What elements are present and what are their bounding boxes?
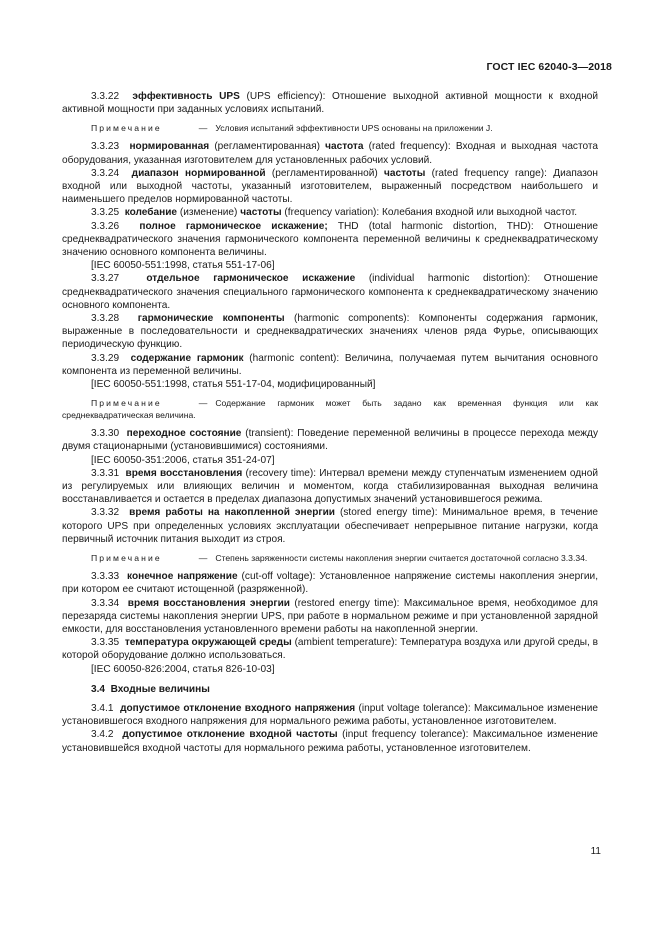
reference-3-3-35: [IEC 60050-826:2004, статья 826-10-03] [91, 663, 275, 675]
term-3-3-34: 3.3.34 время восстановления энергии (restored energy time): Максимальное время, необходимое для перезаряда системы накопления энергии UPS, при работе в нормальном режиме и при установленной зарядной емкости, для восстановления установленного времени работы на накопленной энергии. [62, 597, 598, 635]
document-header: ГОСТ IEC 62040-3—2018 [486, 61, 612, 73]
note-3: Примечание — Степень заряженности системы накопления энергии считается достаточной согласно 3.3.34. [91, 553, 588, 564]
term-3-3-22: 3.3.22 эффективность UPS (UPS efficiency): Отношение выходной активной мощности к входной активной мощности при заданных условиях испытаний. [62, 91, 599, 116]
reference-3-3-26: [IEC 60050-551:1998, статья 551-17-06] [91, 260, 275, 272]
section-heading-3-4: 3.4 Входные величины [91, 683, 210, 695]
term-3-3-24: 3.3.24 диапазон нормированной (регламентированной) частоты (rated frequency range): Диапазон входной или выходной частоты, указанный изготовителем, выраженный посредством наибольшего и наименьшего пределов нормированной частоты. [62, 167, 599, 206]
term-3-3-30: 3.3.30 переходное состояние (transient): Поведение переменной величины в процессе перехода между двумя стационарными (установившимися) состояниями. [62, 428, 598, 453]
term-3-3-23: 3.3.23 нормированная (регламентированная) частота (rated frequency): Входная и выходная частота оборудования, указанная изготовителем для установленных рабочих условий. [62, 141, 599, 166]
term-3-3-33: 3.3.33 конечное напряжение (cut-off voltage): Установленное напряжение системы накопления энергии, при котором ее считают истощенной (разряженной). [62, 571, 599, 596]
term-3-3-26: 3.3.26 полное гармоническое искажение; THD (total harmonic distortion, THD): Отношение среднеквадратического значения гармонического компонента переменной величины к среднеквадратическому значению основного компонента величины. [62, 220, 599, 259]
term-3-3-31: 3.3.31 время восстановления (recovery time): Интервал времени между ступенчатым изменением одной из регулируемых или влияющих величин и моментом, когда стабилизированная выходная величина восстанавливается и остается в пределах диапазона допустимых значений установившегося режима. [62, 467, 599, 506]
term-3-3-32: 3.3.32 время работы на накопленной энергии (stored energy time): Минимальное время, в течение которого UPS при определенных условиях эксплуатации обеспечивает непрерывное питание нагрузки, когда первичный источник питания выходит из строя. [62, 507, 598, 545]
note-2: Примечание — Содержание гармоник может быть задано как временная функция или как среднеквадратическая величина. [62, 398, 598, 421]
reference-3-3-29: [IEC 60050-551:1998, статья 551-17-04, модифицированный] [91, 379, 376, 391]
term-3-3-25: 3.3.25 колебание (изменение) частоты (frequency variation): Колебания входной или выходной частот. [91, 207, 578, 219]
term-3-4-2: 3.4.2 допустимое отклонение входной частоты (input frequency tolerance): Максимальное изменение установившейся входной частоты для нормального режима работы, установленное изготовителем. [62, 729, 598, 754]
term-3-3-29: 3.3.29 содержание гармоник (harmonic content): Величина, получаемая путем вычитания основного компонента из переменной величины. [62, 352, 599, 377]
reference-3-3-30: [IEC 60050-351:2006, статья 351-24-07] [91, 454, 275, 466]
document-body [62, 90, 598, 755]
term-3-4-1: 3.4.1 допустимое отклонение входного напряжения (input voltage tolerance): Максимальное изменение установившегося входного напряжения для нормального режима работы, установленное изготовителем. [62, 702, 598, 728]
term-3-3-27: 3.3.27 отдельное гармоническое искажение (individual harmonic distortion): Отношение среднеквадратического значения специального гармонического компонента к среднеквадратическому значению основного компонента. [62, 273, 598, 311]
page-number: 11 [590, 846, 601, 857]
term-3-3-28: 3.3.28 гармонические компоненты (harmonic components): Компоненты содержания гармоник, выраженные в последовательности и среднеквадратических значениях членов ряда Фурье, описывающих периодическую функцию. [62, 313, 598, 351]
note-1: Примечание — Условия испытаний эффективности UPS основаны на приложении J. [91, 123, 493, 134]
term-3-3-35: 3.3.35 температура окружающей среды (ambient temperature): Температура воздуха или другой среды, в которой оборудование должно использоваться. [62, 637, 599, 662]
